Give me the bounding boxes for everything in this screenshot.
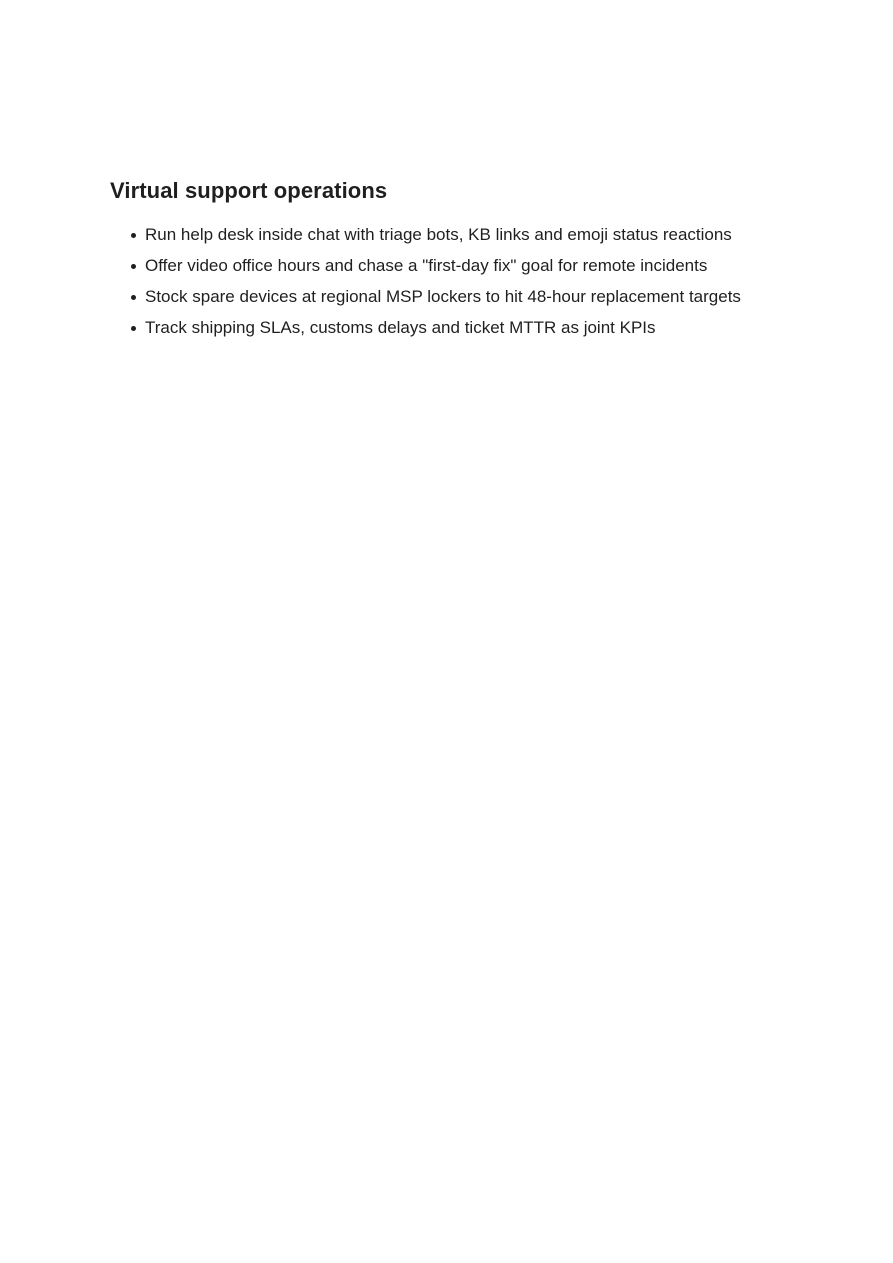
- bullet-dot-icon: [131, 233, 136, 238]
- bullet-dot-icon: [131, 264, 136, 269]
- list-item-text: Offer video office hours and chase a "first-day fix" goal for remote incidents: [145, 256, 708, 275]
- list-item-text: Track shipping SLAs, customs delays and ticket MTTR as joint KPIs: [145, 318, 656, 337]
- list-item: [110, 281, 810, 312]
- list-item: [110, 250, 810, 281]
- list-item-text: Run help desk inside chat with triage bots, KB links and emoji status reactions: [145, 225, 732, 244]
- bullet-list: [110, 219, 810, 343]
- list-item-text: Stock spare devices at regional MSP lockers to hit 48-hour replacement targets: [145, 287, 741, 306]
- bullet-dot-icon: [131, 295, 136, 300]
- virtual-support-section: [110, 175, 810, 343]
- list-item: [110, 312, 810, 343]
- bullet-dot-icon: [131, 326, 136, 331]
- list-item: [110, 219, 810, 250]
- section-heading: Virtual support operations: [110, 178, 388, 203]
